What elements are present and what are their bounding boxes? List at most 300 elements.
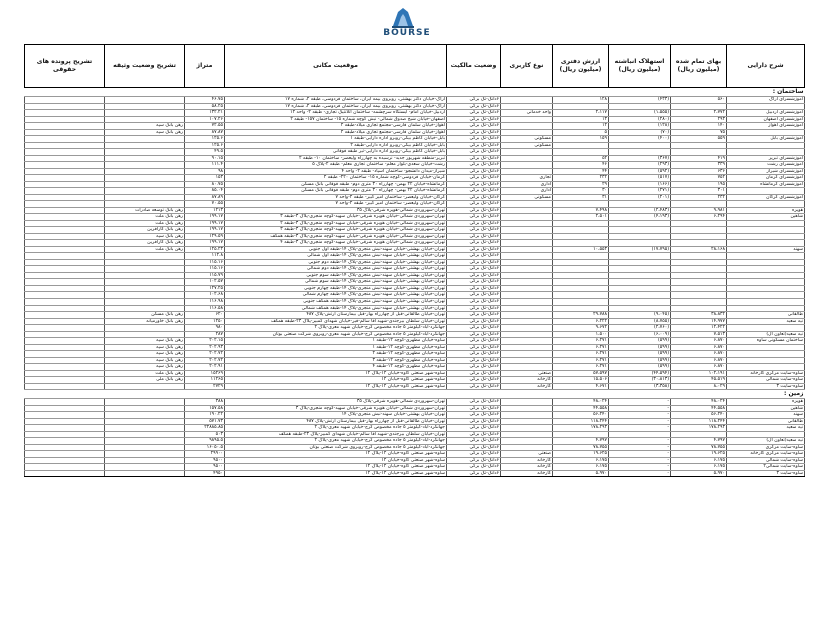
- cell-usage-type: تجاری: [501, 175, 553, 182]
- cell-accumulated-depreciation: (۴۴،۵۹۴): [609, 370, 671, 377]
- cell-collateral-status: رهن بانک خاورمیانه: [105, 318, 185, 325]
- cell-area: ۱۲۹.۵۹: [185, 233, 225, 240]
- cell-location: بابل-خیابان کاظم بیگی-روبرو اداره دارایی-تیر طبقه فوقانی: [225, 149, 447, 156]
- header-location: موقعیت مکانی: [225, 45, 447, 88]
- cell-usage-type: کارخانه: [501, 457, 553, 464]
- cell-asset-description: آموزشسرای رشت: [727, 162, 805, 169]
- cell-book-value: ۶،۲۷۱: [553, 357, 609, 364]
- cell-cost: ۶،۲۹۴: [671, 214, 727, 221]
- cell-ownership-status: ۶دانگ-تک برگی: [447, 383, 501, 390]
- cell-accumulated-depreciation: (۲،۴۸۳): [609, 207, 671, 214]
- cell-cost: ۷،۵۱۳: [671, 331, 727, 338]
- cell-ownership-status: ۶دانگ-تک برگی: [447, 457, 501, 464]
- cell-cost: ۵۵۹: [671, 136, 727, 143]
- cell-accumulated-depreciation: -: [609, 464, 671, 471]
- cell-location: اهواز-خیابان سلمان فارسی-مجتمع تجاری میلاد-طبقه ۲: [225, 129, 447, 136]
- cell-book-value: ۶،۲۷۱: [553, 344, 609, 351]
- cell-usage-type: صنعتی: [501, 451, 553, 458]
- cell-location: تهران-خیابان بهشتی-خیابان سهند-نبش منجری-پلاک ۱۴-طبقه اول شمالی: [225, 253, 447, 260]
- cell-ownership-status: ۶دانگ-تک برگی: [447, 357, 501, 364]
- cell-book-value: ۶،۱۷۵: [553, 464, 609, 471]
- cell-collateral-status: رهن بانک ملی: [105, 377, 185, 384]
- cell-location: بابل-خیابان کاظم بیگی-روبرو اداره دارایی-طبقه ۲: [225, 142, 447, 149]
- cell-book-value: ۱،۵۰۰: [553, 331, 609, 338]
- cell-accumulated-depreciation: (۴۰۰): [609, 136, 671, 143]
- cell-area: ۴۹۵۰: [185, 470, 225, 477]
- cell-book-value: ۱۱۸،۲۴۴: [553, 418, 609, 425]
- cell-ownership-status: ۶دانگ-تک برگی: [447, 207, 501, 214]
- cell-location: ساوه-شهر صنعتی کاوه-خیابان ۱۲-پلاک ۱۲: [225, 470, 447, 477]
- cell-collateral-status: رهن بانک ملت: [105, 214, 185, 221]
- cell-ownership-status: ۶دانگ-تک برگی: [447, 214, 501, 221]
- cell-area: ۳۸۸: [185, 399, 225, 406]
- cell-asset-description: آموزشسرای کرمانشاه: [727, 181, 805, 188]
- cell-ownership-status: ۶دانگ-تک برگی: [447, 412, 501, 419]
- cell-area: ۱۰۲.۶۸: [185, 292, 225, 299]
- cell-ownership-status: ۶دانگ-تک برگی: [447, 188, 501, 195]
- bourse-logo-icon: [390, 6, 416, 28]
- cell-area: ۴۶.۷۵: [185, 97, 225, 104]
- cell-book-value: ۵۶،۲۴۰: [553, 412, 609, 419]
- cell-asset-description: ساوه-سایت ۳: [727, 383, 805, 390]
- cell-location: تهران-سهروردی شمالی-خیابان هویزه شرقی-خیابان سهید-کوچه منجری-پلاک ۳-طبقه ۴: [225, 240, 447, 247]
- cell-asset-description: سهند: [727, 412, 805, 419]
- cell-area: ۸۷.۸۹: [185, 194, 225, 201]
- cell-area: ۲۷۲۹: [185, 383, 225, 390]
- cell-cost: ۴۸،۰۲۴: [671, 399, 727, 406]
- cell-accumulated-depreciation: (۱۷،۷۹۵): [609, 246, 671, 253]
- cell-location: تهران-سهروردی شمالی-خیابان هویزه شرقی-خیابان سهید-کوچه منجری-پلاک ۳-طبقه ۲: [225, 220, 447, 227]
- cell-ownership-status: ۶دانگ-تک برگی: [447, 312, 501, 319]
- cell-area: ۷۲.۵۵: [185, 123, 225, 130]
- cell-cost: ۲۹۳: [671, 116, 727, 123]
- cell-asset-description: ساختمان مسکونی ساوه: [727, 338, 805, 345]
- cell-asset-description: آموزشسرای اصفهان: [727, 116, 805, 123]
- cell-asset-description: نیه سعید: [727, 425, 805, 432]
- cell-ownership-status: ۶دانگ-تک برگی: [447, 318, 501, 325]
- cell-ownership-status: ۶دانگ-تک برگی: [447, 285, 501, 292]
- cell-area: ۱۲۵۰: [185, 318, 225, 325]
- cell-accumulated-depreciation: (۵۹۹): [609, 338, 671, 345]
- cell-location: ساوه-شهر صنعتی کاوه-خیابان ۱۲: [225, 457, 447, 464]
- cell-book-value: ۶،۲۲۲: [553, 318, 609, 325]
- table-row: [25, 470, 805, 477]
- cell-asset-description: هویزه: [727, 207, 805, 214]
- cell-ownership-status: ۶دانگ-تک برگی: [447, 123, 501, 130]
- cell-asset-description: ساوه-سایت مرکزی: [727, 444, 805, 451]
- cell-usage-type: اداری: [501, 181, 553, 188]
- cell-book-value: ۱۰،۵۵۳: [553, 246, 609, 253]
- cell-area: ۸۰.۷۵: [185, 181, 225, 188]
- cell-asset-description: نیه سعید(تعاون آل): [727, 438, 805, 445]
- cell-collateral-status: رهن بانک ملت: [105, 220, 185, 227]
- cell-area: ۱۱۶.۵۸: [185, 305, 225, 312]
- cell-book-value: ۱۵،۵۰۶: [553, 377, 609, 384]
- cell-collateral-status: [105, 470, 185, 477]
- cell-collateral-status: رهن بانک سپه: [105, 129, 185, 136]
- cell-area: ۹۸۹۵.۵: [185, 438, 225, 445]
- cell-asset-description: آموزشسرای شیراز: [727, 168, 805, 175]
- cell-cost: ۳۳۹: [671, 162, 727, 169]
- cell-area: ۱۱۶.۹۸: [185, 298, 225, 305]
- cell-accumulated-depreciation: (۵۹۹): [609, 357, 671, 364]
- cell-asset-description: شاهین: [727, 405, 805, 412]
- cell-book-value: ۷۸،۷۵۵: [553, 444, 609, 451]
- cell-area: ۱۵۷.۵۸: [185, 405, 225, 412]
- cell-area: ۲۰۲.۱۵: [185, 338, 225, 345]
- cell-accumulated-depreciation: -: [609, 470, 671, 477]
- cell-ownership-status: ۶دانگ-تک برگی: [447, 272, 501, 279]
- header-collateral-status: تشریح وضعیت وثیقه: [105, 45, 185, 88]
- cell-accumulated-depreciation: (۴،۱۹۳): [609, 214, 671, 221]
- cell-collateral-status: رهن بانک سپه: [105, 364, 185, 371]
- cell-cost: ۷۸،۷۵۵: [671, 444, 727, 451]
- cell-area: ۹۵۰۰: [185, 464, 225, 471]
- cell-ownership-status: ۶دانگ-تک برگی: [447, 279, 501, 286]
- cell-cost: ۱۹۵: [671, 181, 727, 188]
- cell-ownership-status: ۶دانگ-تک برگی: [447, 136, 501, 143]
- cell-ownership-status: ۶دانگ-تک برگی: [447, 266, 501, 273]
- cell-book-value: ۲۹: [553, 181, 609, 188]
- cell-asset-description: ساوه-سایت شمالی: [727, 377, 805, 384]
- cell-accumulated-depreciation: (۱۲۸): [609, 123, 671, 130]
- cell-accumulated-depreciation: (۵۱۷): [609, 175, 671, 182]
- cell-area: ۸۵.۰۴: [185, 188, 225, 195]
- cell-location: رشت-خیابان سعدی-بلوار معلم- ساختمان تجاری معلم- طبقه ۲-پلاک ۵: [225, 162, 447, 169]
- cell-book-value: ۶،۲۷۱: [553, 364, 609, 371]
- cell-ownership-status: ۶دانگ-تک برگی: [447, 142, 501, 149]
- cell-location: تهران-خیابان بهشتی-خیابان سهند-نبش منجری-پلاک ۱۴-طبقه چهارم شمالی: [225, 292, 447, 299]
- cell-asset-description: آموزشسرای اردبیل: [727, 110, 805, 117]
- cell-cost: ۱۲،۴۲۲: [671, 325, 727, 332]
- cell-location: گرگان-خیابان ولیعصر- ساختمان امیر کبیر- طبقه ۲-واحد ۷: [225, 194, 447, 201]
- cell-ownership-status: ۶دانگ-تک برگی: [447, 227, 501, 234]
- cell-accumulated-depreciation: (۶،۰۰۹): [609, 331, 671, 338]
- cell-location: اصفهان-خیابان شیخ صدوق شمالی- نبش کوچه شماره ۱۵- ساختمان ۱۵۷- طبقه ۲: [225, 116, 447, 123]
- cell-book-value: ۲،۱۱۷: [553, 110, 609, 117]
- cell-book-value: ۶،۲۷۱: [553, 351, 609, 358]
- cell-accumulated-depreciation: -: [609, 412, 671, 419]
- cell-ownership-status: ۶دانگ-تک برگی: [447, 259, 501, 266]
- cell-area: ۱۰۲.۵۷: [185, 279, 225, 286]
- cell-location: ساوه-شهر صنعتی کاوه-خیابان ۱۲-پلاک ۱۲: [225, 464, 447, 471]
- header-cost: بهای تمام شده (میلیون ریال): [671, 45, 727, 88]
- cell-accumulated-depreciation: (۲،۷۶۰): [609, 325, 671, 332]
- cell-cost: ۵۶،۲۴۰: [671, 412, 727, 419]
- cell-book-value: ۱۹،۶۲۵: [553, 451, 609, 458]
- cell-ownership-status: ۶دانگ-تک برگی: [447, 116, 501, 123]
- cell-location: کرمانشاه-خیابان ۲۲ بهمن- چهارراه ۳۰ متری دوم- طبقه فوقانی بانک مسکن: [225, 181, 447, 188]
- cell-cost: ۶،۱۷۵: [671, 464, 727, 471]
- cell-location: کرمانشاه-خیابان ۲۲ بهمن- چهارراه ۳۰ متری دوم- طبقه فوقانی بانک مسکن: [225, 188, 447, 195]
- cell-area: ۱۲۷.۲۵: [185, 285, 225, 292]
- cell-ownership-status: ۶دانگ-تک برگی: [447, 464, 501, 471]
- cell-cost: ۴۱۹: [671, 155, 727, 162]
- cell-book-value: ۵۷،۵۹۷: [553, 370, 609, 377]
- cell-ownership-status: ۶دانگ-تک برگی: [447, 168, 501, 175]
- cell-area: ۱۱۲.۸: [185, 253, 225, 260]
- cell-asset-description: ساوه-سایت مرکزی کارخانه: [727, 370, 805, 377]
- cell-ownership-status: ۶دانگ-تک برگی: [447, 325, 501, 332]
- cell-location: ساوه-شهر صنعتی کاوه-خیابان ۱۲-پلاک ۱۲: [225, 370, 447, 377]
- cell-accumulated-depreciation: (۱،۵۵۵): [609, 110, 671, 117]
- company-logo: [372, 6, 442, 42]
- cell-book-value: ۹،۶۷۲: [553, 325, 609, 332]
- cell-asset-description: شاهین: [727, 214, 805, 221]
- cell-cost: ۱۰۲،۱۹۱: [671, 370, 727, 377]
- cell-ownership-status: ۶دانگ-تک برگی: [447, 418, 501, 425]
- cell-ownership-status: ۶دانگ-تک برگی: [447, 399, 501, 406]
- cell-book-value: ۳۱: [553, 194, 609, 201]
- cell-area: ۹۵۰۰: [185, 457, 225, 464]
- cell-collateral-status: رهن بانک سپه: [105, 357, 185, 364]
- cell-location: تهران-سهروردی شمالی-خیابان هویزه شرقی-خیابان سهید-کوچه منجری-پلاک ۳: [225, 405, 447, 412]
- cell-ownership-status: ۶دانگ-تک برگی: [447, 162, 501, 169]
- cell-book-value: ۶،۲۷۱: [553, 338, 609, 345]
- cell-area: ۱۲۱۳: [185, 207, 225, 214]
- cell-accumulated-depreciation: -: [609, 444, 671, 451]
- cell-ownership-status: ۶دانگ-تک برگی: [447, 364, 501, 371]
- cell-area: ۱۶۰۵۰.۵: [185, 444, 225, 451]
- cell-accumulated-depreciation: (۱۶۶): [609, 181, 671, 188]
- cell-collateral-status: رهن بانک سپه: [105, 351, 185, 358]
- cell-cost: ۱۴۰: [671, 123, 727, 130]
- cell-area: ۴۹.۵: [185, 149, 225, 156]
- cell-area: ۷۰.۵۵: [185, 201, 225, 208]
- cell-ownership-status: ۶دانگ-تک برگی: [447, 305, 501, 312]
- logo-wordmark: BOURSE: [383, 28, 431, 38]
- cell-cost: ۸،۰۲۹: [671, 383, 727, 390]
- cell-location: تهران-خیابان طالقانی-قبل از چهارراه بهار-قبل بیمارستان ارتش-پلاک ۴۸۷: [225, 312, 447, 319]
- cell-book-value: ۴۴: [553, 168, 609, 175]
- cell-asset-description: نیه سعید(تعاون آل): [727, 331, 805, 338]
- cell-usage-type: کارخانه: [501, 377, 553, 384]
- cell-asset-description: ساوه-سایت مرکزی کارخانه: [727, 451, 805, 458]
- cell-book-value: ۳۰: [553, 188, 609, 195]
- cell-accumulated-depreciation: (۲۰۱): [609, 194, 671, 201]
- cell-ownership-status: ۶دانگ-تک برگی: [447, 175, 501, 182]
- cell-accumulated-depreciation: -: [609, 451, 671, 458]
- cell-location: جهانگرد-آباد-کیلومتر ۵ جاده مخصوص کرج-خیابان شهید معزی-پلاک ۲: [225, 325, 447, 332]
- cell-cost: ۲،۷۷۲: [671, 110, 727, 117]
- cell-ownership-status: ۶دانگ-تک برگی: [447, 377, 501, 384]
- cell-location: تهران-خیابان سلطان بیرجندی-شهید آقا سالم-فیر-خیابان شهدای کمبیز-پلاک ۲۳-طبقه همکف: [225, 318, 447, 325]
- cell-ownership-status: ۶دانگ-تک برگی: [447, 344, 501, 351]
- cell-book-value: ۴۴،۵۵۸: [553, 405, 609, 412]
- cell-book-value: ۱۵۹: [553, 136, 609, 143]
- cell-asset-description: آموزشسرای گرگان: [727, 194, 805, 201]
- cell-area: ۱۱۱.۴: [185, 162, 225, 169]
- cell-area: ۲۰۲.۹۳: [185, 344, 225, 351]
- cell-area: ۱۱۲۶۵: [185, 377, 225, 384]
- cell-usage-type: مسکونی: [501, 136, 553, 143]
- cell-cost: ۹،۹۸۱: [671, 207, 727, 214]
- cell-book-value: ۵۲: [553, 155, 609, 162]
- cell-collateral-status: رهن بانک ملت: [105, 246, 185, 253]
- cell-accumulated-depreciation: (۹،۰۴۵): [609, 312, 671, 319]
- cell-ownership-status: ۶دانگ-تک برگی: [447, 97, 501, 104]
- cell-collateral-status: رهن بانک توسعه صادرات: [105, 207, 185, 214]
- cell-location: جهانگرد-آباد-کیلومتر ۵ جاده مخصوص کرج-خیابان شهید معزی-روبروی شرکت صنعتی بوتان: [225, 331, 447, 338]
- cell-ownership-status: ۶دانگ-تک برگی: [447, 331, 501, 338]
- cell-book-value: ۴،۷۹۷: [553, 438, 609, 445]
- cell-accumulated-depreciation: -: [609, 425, 671, 432]
- cell-location: بابل-خیابان کاظم بیگی-روبرو اداره دارایی-طبقه ۱: [225, 136, 447, 143]
- cell-cost: ۵۶۰: [671, 97, 727, 104]
- cell-asset-description: آموزشسرای بابل: [727, 136, 805, 143]
- cell-book-value: ۱۷۸،۲۹۳: [553, 425, 609, 432]
- cell-location: اردبیل-خیابان امام- ایستگاه سرچشمه- ساختمان آتلانتیک تجاری- طبقه ۲- واحد ۱۲: [225, 110, 447, 117]
- cell-area: ۲۹۹۰۰: [185, 451, 225, 458]
- cell-location: تهران-خیابان سلطان بیرجندی-شهید آقا سالم-خیابان شهدای کمبیز-پلاک ۲۳-طبقه همکف: [225, 431, 447, 438]
- cell-accumulated-depreciation: -: [609, 405, 671, 412]
- cell-ownership-status: ۶دانگ-تک برگی: [447, 451, 501, 458]
- cell-location: تهران-سهروردی شمالی-خیابان هویزه شرقی-خیابان سهید-کوچه منجری-پلاک ۳-طبقه ۳: [225, 227, 447, 234]
- table-header-row: [25, 45, 805, 88]
- cell-location: تهران-خیابان بهشتی-خیابان سهند-نبش منجری-پلاک ۱۴-طبقه اول جنوبی: [225, 246, 447, 253]
- cell-ownership-status: ۶دانگ-تک برگی: [447, 149, 501, 156]
- cell-collateral-status: رهن بانک کارآفرین: [105, 240, 185, 247]
- cell-area: ۱۵۲۶۹: [185, 370, 225, 377]
- cell-area: ۲۰۲.۷۲: [185, 357, 225, 364]
- cell-area: ۲۰۲.۹۱: [185, 364, 225, 371]
- cell-area: ۹۸: [185, 168, 225, 175]
- cell-usage-type: کارخانه: [501, 464, 553, 471]
- cell-ownership-status: ۶دانگ-تک برگی: [447, 431, 501, 438]
- cell-book-value: ۵: [553, 129, 609, 136]
- cell-book-value: ۱۲: [553, 123, 609, 130]
- cell-cost: ۶،۱۷۵: [671, 457, 727, 464]
- cell-cost: ۴،۷۹۷: [671, 438, 727, 445]
- cell-location: تبریز-منطقه شهریور جدید- نرسیده به چهارراه ولیعصر- ساختمان ۱۰- طبقه ۲: [225, 155, 447, 162]
- cell-usage-type: کارخانه: [501, 470, 553, 477]
- cell-asset-description: ساوه-سایت شمالی۲: [727, 464, 805, 471]
- cell-asset-description: نیه سعید: [727, 318, 805, 325]
- cell-location: تهران-خیابان بهشتی-خیابان سهند-نبش منجری-پلاک ۱۴-طبقه دوم شمالی: [225, 266, 447, 273]
- cell-location: ساوه-خیابان مطهری-کوچه ۱۲-طبقه ۱: [225, 338, 447, 345]
- cell-usage-type: مسکونی: [501, 194, 553, 201]
- cell-asset-description: آموزشسرای اهواز: [727, 123, 805, 130]
- cell-ownership-status: ۶دانگ-تک برگی: [447, 129, 501, 136]
- cell-area: ۱۲۵.۲۳: [185, 246, 225, 253]
- cell-cost: ۳۸،۸۳۲: [671, 312, 727, 319]
- cell-location: تهران-سهروردی شمالی-خیابان هویزه شرقی-خیابان سهید-کوچه منجری-پلاک ۳-طبقه همکف: [225, 233, 447, 240]
- cell-area: ۱۹۹.۱۷: [185, 214, 225, 221]
- cell-accumulated-depreciation: (۴۳۳): [609, 97, 671, 104]
- cell-book-value: ۴،۶۷۱: [553, 383, 609, 390]
- cell-cost: ۶،۸۷۰: [671, 351, 727, 358]
- cell-accumulated-depreciation: (۳۶۷): [609, 155, 671, 162]
- cell-collateral-status: رهن بانک مسکن: [105, 312, 185, 319]
- cell-usage-type: واحد خدماتی: [501, 110, 553, 117]
- cell-book-value: ۱۳: [553, 116, 609, 123]
- cell-ownership-status: ۶دانگ-تک برگی: [447, 351, 501, 358]
- cell-ownership-status: ۶دانگ-تک برگی: [447, 425, 501, 432]
- cell-cost: ۷۵۲: [671, 175, 727, 182]
- cell-area: ۵۰۳: [185, 431, 225, 438]
- cell-location: ساوه-خیابان مطهری-کوچه ۱۲-طبقه ۱: [225, 344, 447, 351]
- cell-cost: ۶،۸۷۰: [671, 344, 727, 351]
- cell-ownership-status: ۶دانگ-تک برگی: [447, 201, 501, 208]
- cell-cost: ۳۰۱: [671, 188, 727, 195]
- cell-area: ۱۹۰.۲۲: [185, 412, 225, 419]
- cell-location: ساوه-خیابان مطهری-کوچه ۱۲-طبقه ۳: [225, 357, 447, 364]
- cell-accumulated-depreciation: (۵۹۹): [609, 344, 671, 351]
- cell-cost: ۲۳۲: [671, 194, 727, 201]
- cell-usage-type: صنعتی: [501, 370, 553, 377]
- cell-book-value: ۴۶: [553, 162, 609, 169]
- cell-book-value: ۷،۴۹۸: [553, 207, 609, 214]
- cell-asset-description: طالقانی: [727, 418, 805, 425]
- cell-location: شیراز-میدان دانشجو- ساختمان اسپاد- طبقه ۲- واحد ۴: [225, 168, 447, 175]
- cell-accumulated-depreciation: -: [609, 418, 671, 425]
- cell-area: ۲۲۸۸۵.۸۵: [185, 425, 225, 432]
- cell-area: ۱۰۷.۲۶: [185, 116, 225, 123]
- cell-collateral-status: رهن بانک سپه: [105, 233, 185, 240]
- cell-accumulated-depreciation: -: [609, 438, 671, 445]
- cell-area: ۲۰۲.۷۲: [185, 351, 225, 358]
- cell-area: ۵۸.۲۵: [185, 103, 225, 110]
- cell-ownership-status: ۶دانگ-تک برگی: [447, 181, 501, 188]
- cell-location: ساوه-شهر صنعتی کاوه-خیابان ۱۲: [225, 377, 447, 384]
- cell-location: تهران-خیابان بهشتی-خیابان سهند-نبش منجری-پلاک ۱۴-طبقه دوم جنوبی: [225, 259, 447, 266]
- cell-cost: ۲۸،۱۶۸: [671, 246, 727, 253]
- cell-location: تهران-خیابان بهشتی-خیابان سهند-نبش منجری-پلاک ۱۴-طبقه چهارم جنوبی: [225, 285, 447, 292]
- header-asset-description: شرح دارایی: [727, 45, 805, 88]
- cell-location: تهران-خیابان بهشتی-خیابان سهند-نبش منجری-پلاک ۱۴-طبقه سوم جنوبی: [225, 272, 447, 279]
- cell-accumulated-depreciation: (۳،۳۵۸): [609, 383, 671, 390]
- cell-accumulated-depreciation: (۵۹۹): [609, 351, 671, 358]
- header-area: متراژ: [185, 45, 225, 88]
- cell-ownership-status: ۶دانگ-تک برگی: [447, 240, 501, 247]
- cell-collateral-status: رهن بانک سپه: [105, 123, 185, 130]
- cell-area: ۱۲۵.۶: [185, 136, 225, 143]
- cell-book-value: ۱۲۸: [553, 97, 609, 104]
- cell-ownership-status: ۶دانگ-تک برگی: [447, 103, 501, 110]
- cell-area: ۱۹۹.۱۷: [185, 240, 225, 247]
- header-legal-cases: تشریح پرونده های حقوقی: [25, 45, 105, 88]
- cell-cost: ۱۴،۹۷۷: [671, 318, 727, 325]
- section-header: [25, 390, 805, 399]
- header-ownership-status: وضعیت مالکیت: [447, 45, 501, 88]
- cell-cost: ۱۱۸،۲۴۴: [671, 418, 727, 425]
- cell-collateral-status: رهن بانک سپه: [105, 344, 185, 351]
- cell-ownership-status: ۶دانگ-تک برگی: [447, 292, 501, 299]
- cell-area: ۱۲۵.۶: [185, 142, 225, 149]
- cell-asset-description: ساوه-سایت ۳: [727, 470, 805, 477]
- cell-location: ساوه-خیابان مطهری-کوچه ۱۲-طبقه ۴: [225, 364, 447, 371]
- cell-area: ۱۹۹.۱۷: [185, 227, 225, 234]
- cell-cost: ۴۵،۵۱۹: [671, 377, 727, 384]
- assets-table: [24, 44, 805, 477]
- cell-accumulated-depreciation: (۲۷۱): [609, 188, 671, 195]
- cell-ownership-status: ۶دانگ-تک برگی: [447, 110, 501, 117]
- cell-location: تهران-سهروردی شمالی-خیابان هویزه شرقی-خیابان سهید-کوچه منجری-پلاک ۳-طبقه ۳: [225, 214, 447, 221]
- cell-accumulated-depreciation: (۵۹۲): [609, 168, 671, 175]
- cell-location: اهواز-خیابان سلمان فارسی-مجتمع تجاری میلاد-طبقه ۲: [225, 123, 447, 130]
- cell-accumulated-depreciation: (۷۰): [609, 129, 671, 136]
- cell-asset-description: هویزه: [727, 399, 805, 406]
- cell-asset-description: طالقانی: [727, 312, 805, 319]
- cell-area: ۶۲۰: [185, 312, 225, 319]
- cell-accumulated-depreciation: (۵۹۹): [609, 364, 671, 371]
- cell-cost: ۶۳۶: [671, 168, 727, 175]
- cell-usage-type: اداری: [501, 188, 553, 195]
- cell-ownership-status: ۶دانگ-تک برگی: [447, 298, 501, 305]
- cell-accumulated-depreciation: (۲۹۳): [609, 162, 671, 169]
- cell-accumulated-depreciation: (۳۰،۸۱۳): [609, 377, 671, 384]
- cell-location: ساوه-شهر صنعتی کاوه-خیابان ۱۲-پلاک ۱۲: [225, 383, 447, 390]
